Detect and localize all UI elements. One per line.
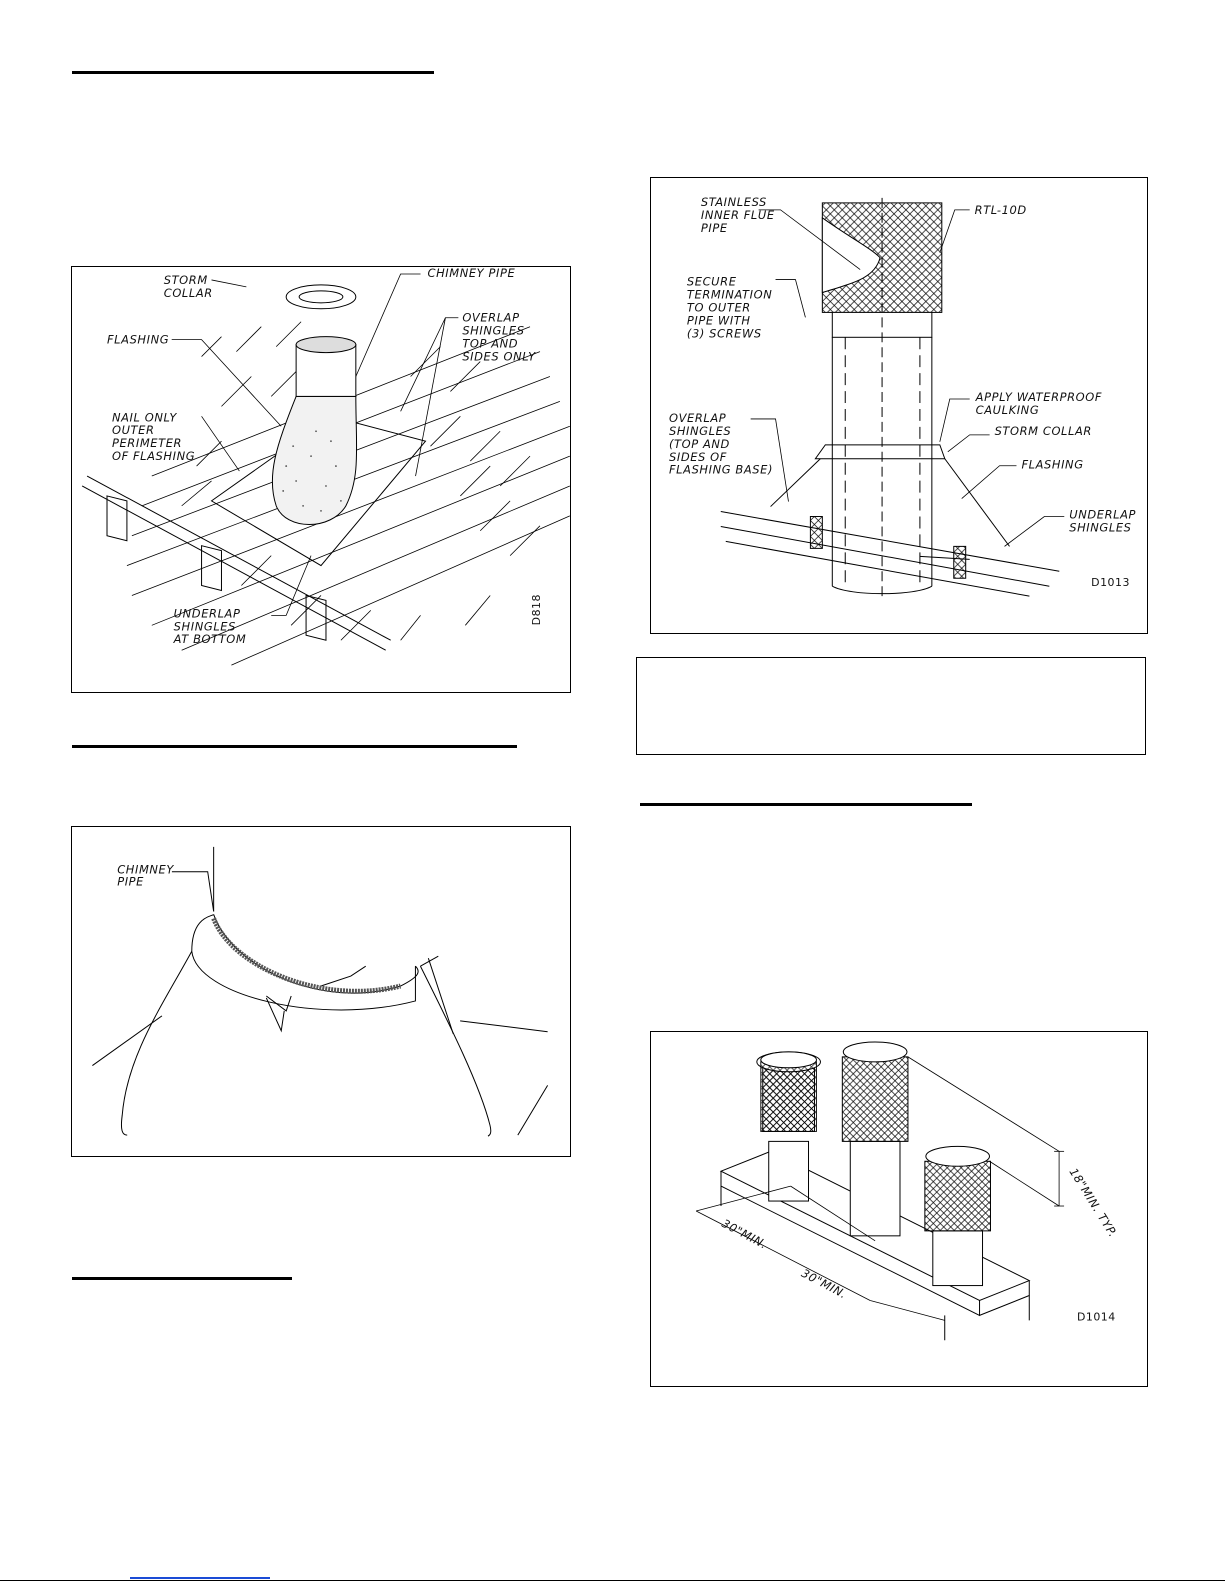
svg-text:PIPE (701, 221, 728, 235)
svg-text:INNER FLUE (701, 208, 775, 222)
svg-text:COLLAR (164, 286, 213, 300)
svg-text:SIDES ONLY (462, 350, 536, 364)
svg-text:OVERLAP (669, 411, 726, 425)
svg-text:CHIMNEY PIPE (427, 267, 515, 280)
figure-termination-section (650, 177, 1148, 634)
svg-text:PIPE (117, 875, 144, 889)
label-overlap-4: SIDES ONLY (462, 349, 536, 364)
label-stainless-2: INNER FLUE (700, 207, 775, 222)
svg-text:STORM COLLAR (995, 424, 1092, 438)
svg-text:RTL-10D (975, 203, 1027, 217)
label-nail-1: NAIL ONLY (111, 410, 177, 425)
svg-text:D818 (530, 594, 543, 625)
figure-code-d1014: D1014 (1076, 1310, 1116, 1324)
label-secure-3: TO OUTER (686, 300, 751, 315)
svg-text:SIDES OF (669, 450, 727, 464)
svg-text:D1013 (1091, 576, 1130, 589)
footer-rule (0, 1580, 1225, 1581)
svg-text:AT BOTTOM (173, 632, 247, 646)
roof-flashing-drawing (72, 267, 570, 692)
label-underlap-3: AT BOTTOM (173, 632, 247, 647)
svg-text:30"MIN. (799, 1266, 849, 1302)
label-secure-2: TERMINATION (686, 287, 773, 302)
section-heading-rule-4 (640, 803, 972, 806)
label-secure-5: (3) SCREWS (686, 326, 762, 341)
svg-text:SHINGLES (462, 324, 524, 338)
svg-text:OUTER (112, 423, 155, 437)
svg-text:OF FLASHING (112, 449, 195, 463)
svg-text:APPLY WATERPROOF (975, 390, 1102, 404)
svg-text:FLASHING (107, 333, 169, 347)
svg-text:FLASHING (1021, 458, 1083, 472)
label-overlap-2: SHINGLES (462, 323, 525, 338)
svg-text:UNDERLAP (174, 606, 241, 620)
label-flashing: FLASHING (1021, 457, 1084, 472)
label-30-min-1: 30"MIN. (719, 1216, 770, 1252)
label-rtl: RTL-10D (974, 202, 1027, 217)
section-heading-rule-2 (72, 745, 517, 748)
svg-text:PERIMETER (112, 436, 182, 450)
figure-clearances (650, 1031, 1148, 1387)
svg-text:CAULKING (976, 403, 1040, 417)
figure-code-d818: D818 (529, 594, 543, 626)
label-underlap-2: SHINGLES (1069, 520, 1132, 535)
label-underlap-2: SHINGLES (173, 619, 236, 634)
label-storm-collar: STORM COLLAR (994, 423, 1092, 438)
label-caulking-2: CAULKING (975, 402, 1040, 417)
note-box (636, 657, 1146, 755)
label-overlap-2: SHINGLES (669, 423, 732, 438)
termination-drawing (651, 178, 1147, 633)
figure-storm-collar-detail (71, 826, 571, 1157)
label-chimney-2: PIPE (117, 874, 144, 889)
clearances-drawing (651, 1032, 1147, 1386)
svg-text:STAINLESS (701, 195, 767, 209)
label-flashing: FLASHING (107, 332, 170, 347)
label-overlap-3: TOP AND (462, 336, 519, 351)
label-caulking-1: APPLY WATERPROOF (975, 390, 1103, 405)
svg-text:TERMINATION (687, 287, 772, 301)
svg-text:OVERLAP (462, 311, 519, 325)
label-overlap-4: SIDES OF (669, 449, 727, 464)
label-chimney-1: CHIMNEY (117, 862, 174, 877)
label-underlap-1: UNDERLAP (173, 606, 241, 621)
svg-text:NAIL ONLY (112, 410, 177, 424)
label-30-min-2: 30"MIN. (799, 1265, 850, 1302)
svg-text:SHINGLES (669, 424, 731, 438)
svg-text:PIPE WITH (687, 313, 751, 327)
svg-text:UNDERLAP (1069, 508, 1136, 522)
svg-text:(3) SCREWS (687, 326, 762, 340)
label-overlap-1: OVERLAP (462, 310, 520, 325)
figure-code-d1013: D1013 (1091, 576, 1130, 590)
svg-text:18"MIN. TYP. (1066, 1165, 1120, 1239)
label-chimney-pipe: CHIMNEY PIPE (427, 267, 516, 280)
label-overlap-1: OVERLAP (669, 410, 727, 425)
footer-link-underline[interactable] (130, 1577, 270, 1579)
label-storm-collar-1: STORM (163, 272, 208, 287)
svg-text:TO OUTER (687, 300, 751, 314)
svg-text:STORM (164, 273, 208, 287)
label-secure-1: SECURE (686, 274, 737, 289)
label-secure-4: PIPE WITH (686, 313, 751, 328)
label-nail-4: OF FLASHING (111, 449, 196, 464)
label-stainless-1: STAINLESS (700, 194, 767, 209)
figure-roof-flashing (71, 266, 571, 693)
svg-text:TOP AND (462, 337, 518, 351)
svg-text:SECURE (687, 275, 737, 289)
label-nail-2: OUTER (111, 423, 155, 438)
storm-collar-drawing (72, 827, 570, 1156)
label-nail-3: PERIMETER (111, 436, 183, 451)
section-heading-rule-3 (72, 1277, 292, 1280)
label-stainless-3: PIPE (700, 220, 728, 235)
label-18-min: 18"MIN. TYP. (1066, 1165, 1121, 1240)
svg-text:FLASHING BASE) (669, 463, 773, 477)
svg-text:(TOP AND (669, 437, 730, 451)
label-underlap-1: UNDERLAP (1069, 507, 1137, 522)
label-storm-collar-2: COLLAR (163, 285, 213, 300)
section-heading-rule-1 (72, 71, 434, 74)
svg-text:SHINGLES (174, 619, 236, 633)
label-overlap-5: FLASHING BASE) (669, 462, 774, 477)
label-overlap-3: (TOP AND (669, 436, 730, 451)
svg-text:30"MIN. (720, 1216, 770, 1252)
svg-text:SHINGLES (1069, 520, 1131, 534)
svg-text:D1014 (1077, 1310, 1116, 1323)
